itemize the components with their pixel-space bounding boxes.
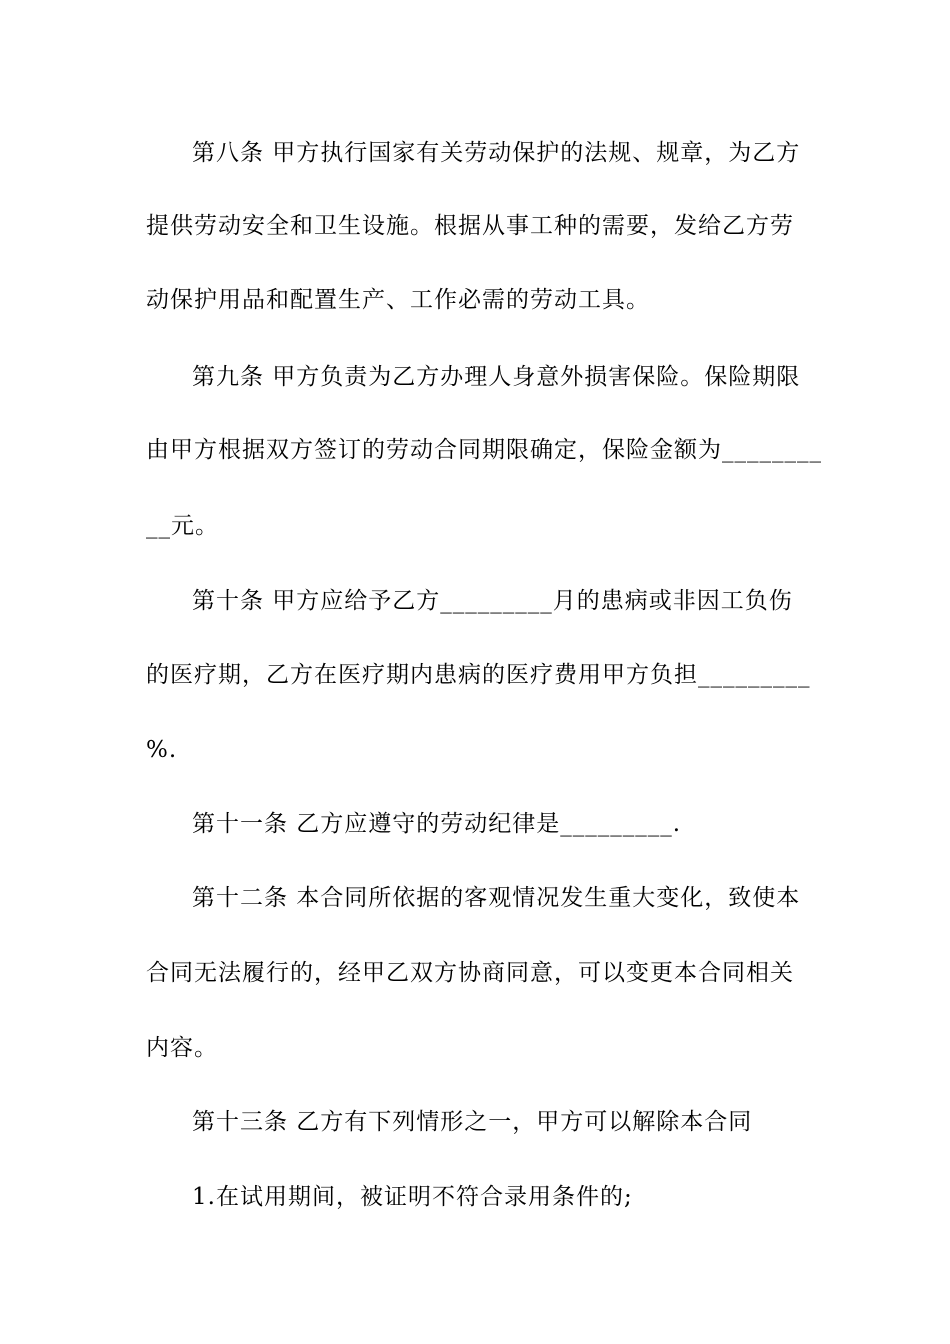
article-12-line-2: 合同无法履行的，经甲乙双方协商同意，可以变更本合同相关 xyxy=(146,960,794,986)
article-8-line-2: 提供劳动安全和卫生设施。根据从事工种的需要，发给乙方劳 xyxy=(146,213,794,239)
article-8-line-3: 动保护用品和配置生产、工作必需的劳动工具。 xyxy=(146,287,650,313)
article-10-line-3: %. xyxy=(146,737,178,763)
article-13-line-1: 第十三条 乙方有下列情形之一，甲方可以解除本合同 xyxy=(192,1109,753,1135)
article-12-line-3: 内容。 xyxy=(146,1035,218,1061)
article-9-line-3: __元。 xyxy=(146,513,219,539)
article-11-line-1: 第十一条 乙方应遵守的劳动纪律是_________. xyxy=(192,811,682,837)
article-12-line-1: 第十二条 本合同所依据的客观情况发生重大变化，致使本 xyxy=(192,885,801,911)
article-10-line-1: 第十条 甲方应给予乙方_________月的患病或非因工负伤 xyxy=(192,588,793,614)
article-13-item-1: 1.在试用期间，被证明不符合录用条件的; xyxy=(192,1184,633,1210)
article-8-line-1: 第八条 甲方执行国家有关劳动保护的法规、规章，为乙方 xyxy=(192,140,801,166)
article-9-line-1: 第九条 甲方负责为乙方办理人身意外损害保险。保险期限 xyxy=(192,364,801,390)
article-9-line-2: 由甲方根据双方签订的劳动合同期限确定，保险金额为________ xyxy=(146,437,822,463)
article-10-line-2: 的医疗期，乙方在医疗期内患病的医疗费用甲方负担_________ xyxy=(146,662,811,688)
